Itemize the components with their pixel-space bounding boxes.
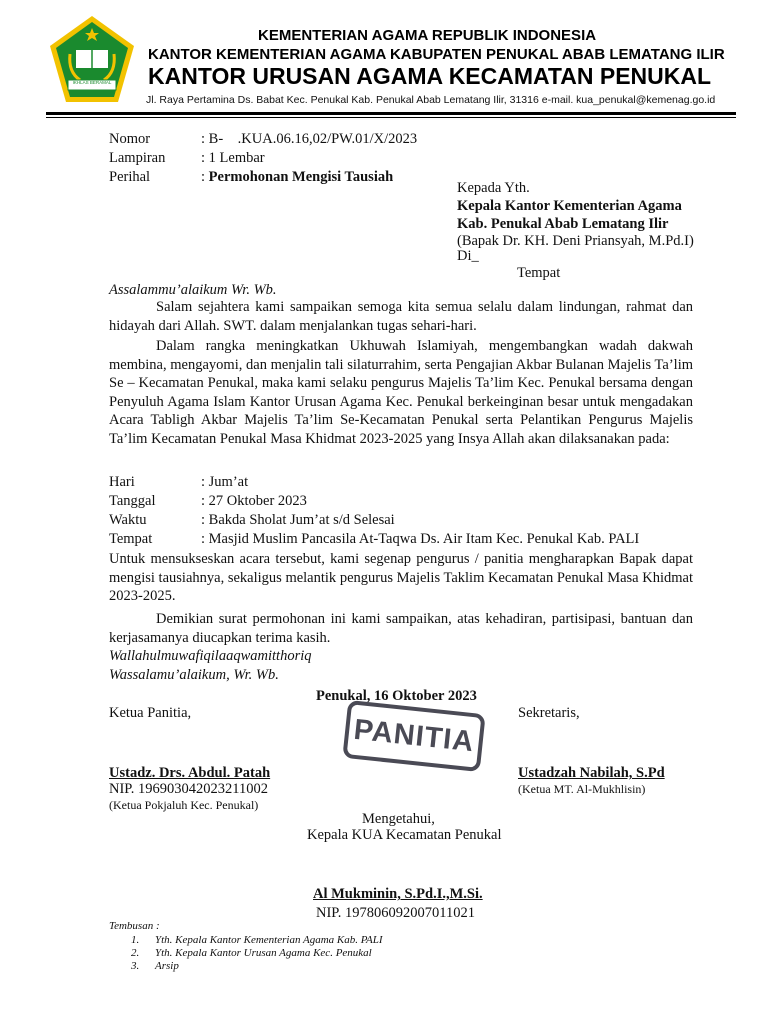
lampiran-value: : 1 Lembar bbox=[201, 150, 265, 166]
paragraph-4: Demikian surat permohonan ini kami sampaikan, atas kehadiran, partisipasi, bantuan dan kerjasamanya diucapkan terima kasih. bbox=[109, 611, 693, 646]
tembusan-text: Arsip bbox=[155, 960, 179, 972]
recipient-region: Kab. Penukal Abab Lematang Ilir bbox=[457, 216, 669, 232]
left-name: Ustadz. Drs. Abdul. Patah bbox=[109, 765, 271, 781]
recipient-kepada: Kepada Yth. bbox=[457, 180, 530, 196]
header-ministry: KEMENTERIAN AGAMA REPUBLIK INDONESIA bbox=[258, 27, 597, 44]
event-tanggal-label: Tanggal bbox=[109, 493, 156, 509]
event-waktu-value: : Bakda Sholat Jum’at s/d Selesai bbox=[201, 512, 395, 528]
perihal-label: Perihal bbox=[109, 169, 151, 185]
left-role: Ketua Panitia, bbox=[109, 705, 192, 721]
panitia-stamp bbox=[342, 700, 485, 772]
greeting: Assalammu’alaikum Wr. Wb. bbox=[109, 282, 277, 298]
closing-doa: Wallahulmuwafiqilaaqwamitthoriq bbox=[109, 648, 312, 664]
mengetahui: Mengetahui, bbox=[362, 811, 435, 827]
kemenag-logo bbox=[46, 14, 138, 106]
head-name: Al Mukminin, S.Pd.I.,M.Si. bbox=[313, 886, 483, 902]
tembusan-text: Yth. Kepala Kantor Kementerian Agama Kab. PALI bbox=[155, 934, 383, 946]
recipient-di: Di_ bbox=[457, 248, 479, 264]
lampiran-label: Lampiran bbox=[109, 150, 166, 166]
head-nip: NIP. 197806092007011021 bbox=[316, 905, 475, 921]
tembusan-item bbox=[131, 960, 179, 972]
right-role: Sekretaris, bbox=[518, 705, 580, 721]
header-rule-thin bbox=[46, 117, 736, 118]
header-office-kua: KANTOR URUSAN AGAMA KECAMATAN PENUKAL bbox=[148, 63, 712, 89]
closing-salam: Wassalamu’alaikum, Wr. Wb. bbox=[109, 667, 279, 683]
header-office-kab: KANTOR KEMENTERIAN AGAMA KABUPATEN PENUKAL ABAB LEMATANG ILIR bbox=[148, 46, 725, 63]
place-date: Penukal, 16 Oktober 2023 bbox=[316, 688, 477, 704]
tembusan-item bbox=[131, 947, 372, 959]
event-waktu-label: Waktu bbox=[109, 512, 147, 528]
recipient-title: Kepala Kantor Kementerian Agama bbox=[457, 198, 682, 214]
head-role: Kepala KUA Kecamatan Penukal bbox=[307, 827, 502, 843]
tembusan-item bbox=[131, 934, 383, 946]
tembusan-text: Yth. Kepala Kantor Urusan Agama Kec. Penukal bbox=[155, 947, 372, 959]
right-note: (Ketua MT. Al-Mukhlisin) bbox=[518, 782, 646, 796]
event-hari-label: Hari bbox=[109, 474, 135, 490]
event-tempat-value: : Masjid Muslim Pancasila At-Taqwa Ds. Air Itam Kec. Penukal Kab. PALI bbox=[201, 531, 640, 547]
stamp-text: PANITIA bbox=[352, 713, 476, 758]
header-rule-thick bbox=[46, 112, 736, 115]
tembusan-title: Tembusan : bbox=[109, 920, 160, 932]
right-name: Ustadzah Nabilah, S.Pd bbox=[518, 765, 665, 781]
tembusan-num: 1. bbox=[131, 934, 140, 946]
nomor-value: : B- .KUA.06.16,02/PW.01/X/2023 bbox=[201, 131, 418, 147]
left-nip: NIP. 196903042023211002 bbox=[109, 781, 268, 797]
event-hari-value: : Jum’at bbox=[201, 474, 249, 490]
perihal-value: : Permohonan Mengisi Tausiah bbox=[201, 169, 394, 185]
tembusan-num: 2. bbox=[131, 947, 140, 959]
paragraph-1: Salam sejahtera kami sampaikan semoga kita semua selalu dalam lindungan, rahmat dan hidayah dari Allah. SWT. dalam menjalankan tugas sehari-hari. bbox=[109, 299, 693, 334]
left-note: (Ketua Pokjaluh Kec. Penukal) bbox=[109, 798, 259, 812]
recipient-name: (Bapak Dr. KH. Deni Priansyah, M.Pd.I) bbox=[457, 233, 694, 249]
header-address: Jl. Raya Pertamina Ds. Babat Kec. Penukal Kab. Penukal Abab Lematang Ilir, 31316 e-mail. kua_penukal@kemenag.go.id bbox=[146, 94, 716, 106]
event-tempat-label: Tempat bbox=[109, 531, 153, 547]
nomor-label: Nomor bbox=[109, 131, 151, 147]
event-tanggal-value: : 27 Oktober 2023 bbox=[201, 493, 307, 509]
paragraph-2: Dalam rangka meningkatkan Ukhuwah Islamiyah, mengembangkan wadah dakwah membina, mengayomi, dan menjalin tali silaturrahim, serta Pengajian Akbar Bulanan Majelis Ta’lim Se – Kecamatan Penukal, maka kami selaku pengurus Majelis Ta’lim Kec. Penukal bersama dengan Penyuluh Agama Islam Kantor Urusan Agama Kec. Penukal berkeinginan besar untuk mengadakan Acara Tabligh Akbar Majelis Ta’lim Se-Kecamatan Penukal serta Pelantikan Pengurus Majelis Ta’lim Kecamatan Penukal Masa Khidmat 2023-2025 yang Insya Allah akan dilaksanakan pada: bbox=[109, 338, 693, 447]
recipient-tempat: Tempat bbox=[517, 265, 561, 281]
paragraph-3: Untuk mensukseskan acara tersebut, kami segenap pengurus / panitia mengharapkan Bapak dapat mengisi tausiahnya, sekaligus melantik pengurus Majelis Taklim Kecamatan Penukal Masa Khidmat 2023-2025. bbox=[109, 551, 693, 604]
tembusan-num: 3. bbox=[131, 960, 140, 972]
logo-caption: IKHLAS BERAMAL bbox=[72, 80, 112, 85]
perihal-text: Permohonan Mengisi Tausiah bbox=[208, 169, 394, 185]
